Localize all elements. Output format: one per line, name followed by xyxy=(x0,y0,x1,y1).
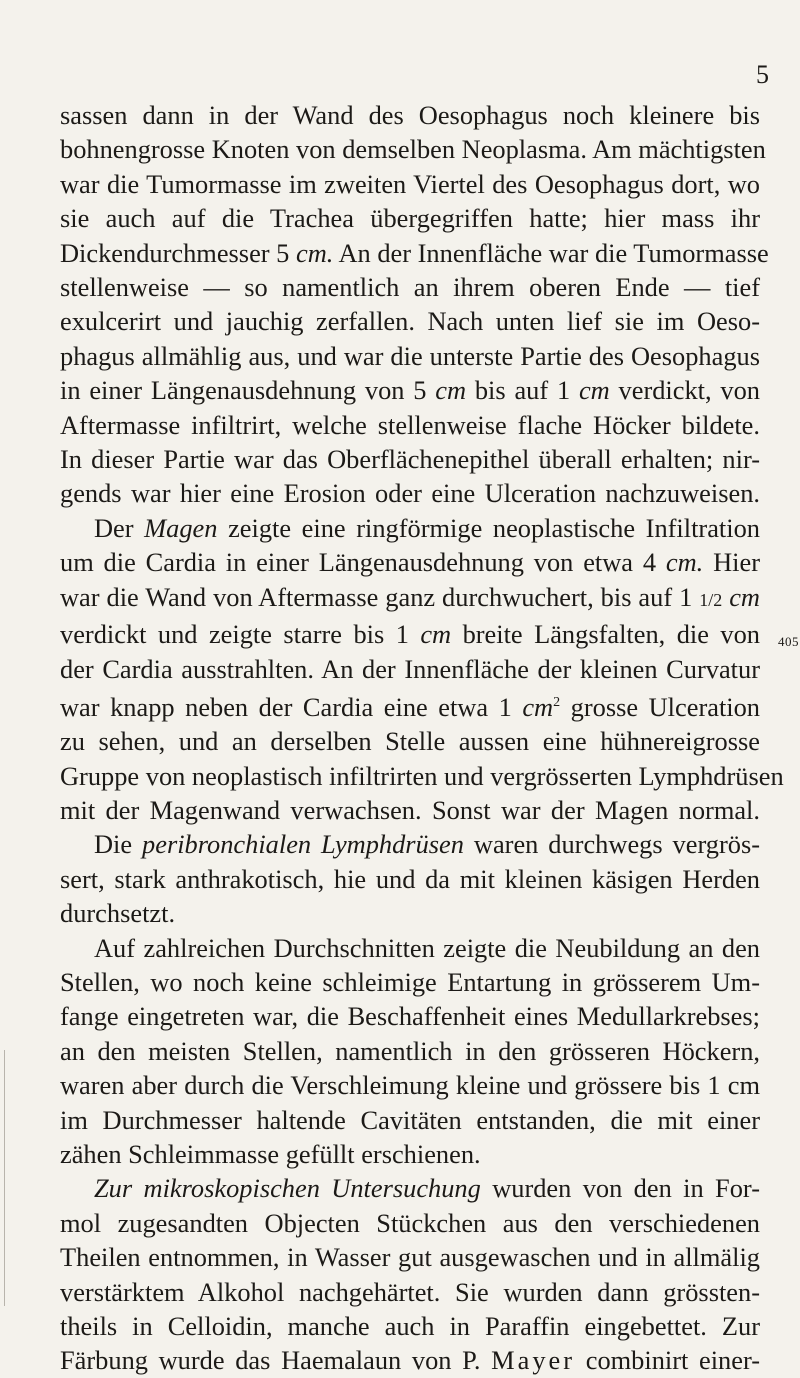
text-line: gends war hier eine Erosion oder eine Ulceration nachzuweisen. xyxy=(60,478,760,509)
text-line: an den meisten Stellen, namentlich in den grösseren Höckern, xyxy=(60,1035,760,1066)
text-line: um die Cardia in einer Längenausdehnung von etwa 4 cm. Hier xyxy=(60,547,760,578)
text-line: zu sehen, und an derselben Stelle aussen eine hühnereigrosse xyxy=(60,726,760,757)
text-line: war die Wand von Aftermasse ganz durchwuchert, bis auf 1 1/2 cm xyxy=(60,581,760,612)
text-line: Dickendurchmesser 5 cm. An der Innenfläche war die Tumormasse xyxy=(60,237,769,268)
text-line: Auf zahlreichen Durchschnitten zeigte die Neubildung an den xyxy=(94,932,760,963)
text-line: mol zugesandten Objecten Stückchen aus den verschiedenen xyxy=(60,1207,760,1238)
text-line: war knapp neben der Cardia eine etwa 1 $cm^2$ grosse Ulceration xyxy=(60,691,760,722)
text-line: zähen Schleimmasse gefüllt erschienen. xyxy=(60,1138,481,1169)
text-line: Der Magen zeigte eine ringförmige neoplastische Infiltration xyxy=(94,512,760,543)
text-line: theils in Celloidin, manche auch in Paraffin eingebettet. Zur xyxy=(60,1311,760,1342)
text-line: Die peribronchialen Lymphdrüsen waren durchwegs vergrös- xyxy=(94,829,761,860)
text-line: stellenweise — so namentlich an ihrem oberen Ende — tief xyxy=(60,272,760,303)
text-line: waren aber durch die Verschleimung kleine und grössere bis 1 cm xyxy=(60,1070,760,1101)
margin-line-number: 405 xyxy=(778,634,799,649)
text-line: war die Tumormasse im zweiten Viertel des Oesophagus dort, wo xyxy=(60,168,760,199)
text-line: exulcerirt und jauchig zerfallen. Nach unten lief sie im Oeso- xyxy=(60,306,760,337)
text-line: der Cardia ausstrahlten. An der Innenfläche der kleinen Curvatur xyxy=(60,653,760,684)
body-text xyxy=(60,98,784,1378)
text-line: Theilen entnommen, in Wasser gut ausgewaschen und in allmälig xyxy=(60,1242,760,1273)
text-line: verdickt und zeigte starre bis 1 cm breite Längsfalten, die von xyxy=(60,619,760,650)
text-line: Gruppe von neoplastisch infiltrirten und vergrösserten Lymphdrüsen xyxy=(60,760,784,791)
text-line: im Durchmesser haltende Cavitäten entstanden, die mit einer xyxy=(60,1104,760,1135)
text-line: bohnengrosse Knoten von demselben Neoplasma. Am mächtigsten xyxy=(60,134,766,165)
scan-edge-line xyxy=(4,1050,5,1306)
text-line: sie auch auf die Trachea übergegriffen hatte; hier mass ihr xyxy=(60,203,760,234)
text-line: Färbung wurde das Haemalaun von P. Mayer combinirt einer- xyxy=(60,1345,761,1376)
text-line: sassen dann in der Wand des Oesophagus noch kleinere bis xyxy=(60,100,760,130)
text-line: Aftermasse infiltrirt, welche stellenweise flache Höcker bildete. xyxy=(60,409,760,440)
text-line: sert, stark anthrakotisch, hie und da mit kleinen käsigen Herden xyxy=(60,863,760,894)
text-line: In dieser Partie war das Oberflächenepithel überall erhalten; nir- xyxy=(60,444,760,475)
text-line: mit der Magenwand verwachsen. Sonst war der Magen normal. xyxy=(60,794,760,825)
text-line: verstärktem Alkohol nachgehärtet. Sie wurden dann grössten- xyxy=(60,1276,760,1307)
text-line: Stellen, wo noch keine schleimige Entartung in grösserem Um- xyxy=(60,966,760,997)
text-line: phagus allmählig aus, und war die unterste Partie des Oesophagus xyxy=(60,340,760,371)
text-line: Zur mikroskopischen Untersuchung wurden von den in For- xyxy=(94,1173,760,1204)
page-number: 5 xyxy=(756,60,769,89)
text-line: fange eingetreten war, die Beschaffenheit eines Medullarkrebses; xyxy=(60,1001,760,1032)
text-line: durchsetzt. xyxy=(60,898,176,929)
text-line: in einer Längenausdehnung von 5 cm bis auf 1 cm verdickt, von xyxy=(60,375,760,406)
